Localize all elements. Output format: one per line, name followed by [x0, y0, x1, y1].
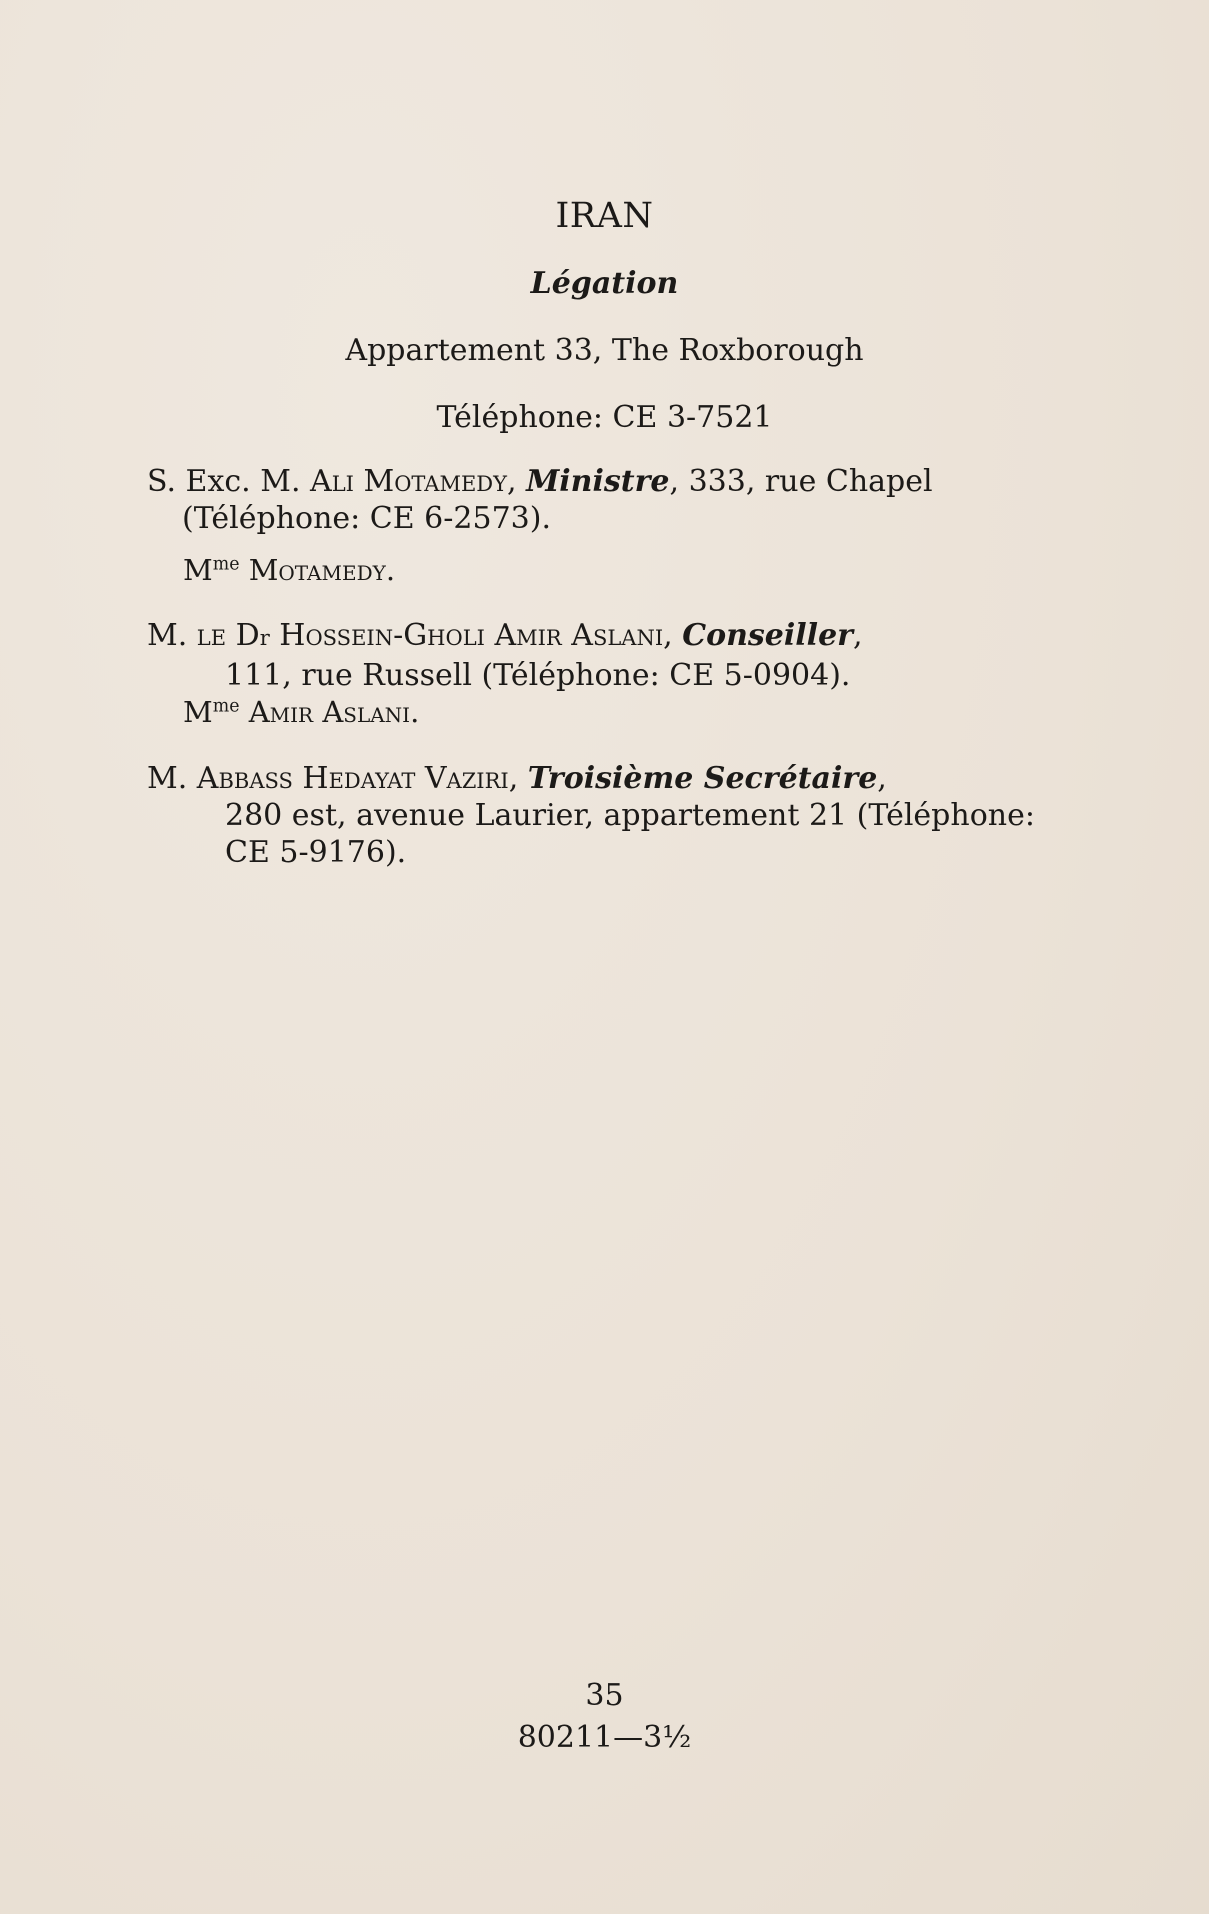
spouse-entry: [183, 695, 419, 729]
entry-line2: 111, rue Russell (Téléphone: CE 5-0904).: [225, 658, 851, 693]
entry-separator: ,: [663, 618, 683, 653]
entry-name: Abbass Hedayat Vaziri: [196, 761, 509, 796]
staff-entry: [147, 617, 1067, 694]
entry-title: le: [196, 618, 227, 653]
spouse-title: M: [183, 553, 213, 587]
entry-dr: D: [235, 618, 260, 653]
entry-line2: (Téléphone: CE 6-2573).: [182, 501, 551, 536]
staff-entry: [147, 760, 1067, 871]
mission-address: Appartement 33, The Roxborough: [345, 333, 864, 368]
entry-role: Troisième Secrétaire: [527, 761, 878, 796]
entry-dr-sup: r: [259, 626, 270, 650]
entry-line2: 280 est, avenue Laurier, appartement 21 (Téléphone:: [225, 798, 1035, 833]
spouse-title: M: [183, 695, 213, 729]
spouse-title-sup: me: [212, 696, 240, 717]
entry-line1-rest: , 333, rue Chapel: [669, 464, 933, 499]
entry-separator: ,: [508, 761, 528, 796]
mission-type: Légation: [530, 266, 679, 301]
entry-line1-rest: ,: [852, 618, 863, 653]
spouse-name: Motamedy.: [248, 553, 396, 587]
entry-prefix: M.: [147, 761, 197, 796]
entry-prefix: M.: [147, 618, 197, 653]
spouse-entry: [183, 553, 395, 587]
entry-line3: CE 5-9176).: [225, 835, 407, 870]
staff-entry: [147, 463, 1067, 537]
entry-line1-rest: ,: [877, 761, 887, 796]
entry-prefix: S. Exc. M.: [147, 464, 311, 499]
entry-role: Conseiller: [682, 618, 853, 653]
spouse-title-sup: me: [212, 554, 240, 575]
entry-separator: ,: [506, 464, 527, 499]
entry-name: Ali Motamedy: [310, 464, 507, 499]
page-number: 35: [585, 1678, 624, 1713]
spouse-name: Amir Aslani.: [248, 695, 420, 729]
entry-name: Hossein-Gholi Amir Aslani: [279, 618, 664, 653]
country-heading: IRAN: [555, 196, 654, 236]
print-code: 80211—3½: [517, 1720, 692, 1755]
mission-telephone: Téléphone: CE 3-7521: [436, 400, 773, 435]
entry-role: Ministre: [526, 464, 670, 499]
